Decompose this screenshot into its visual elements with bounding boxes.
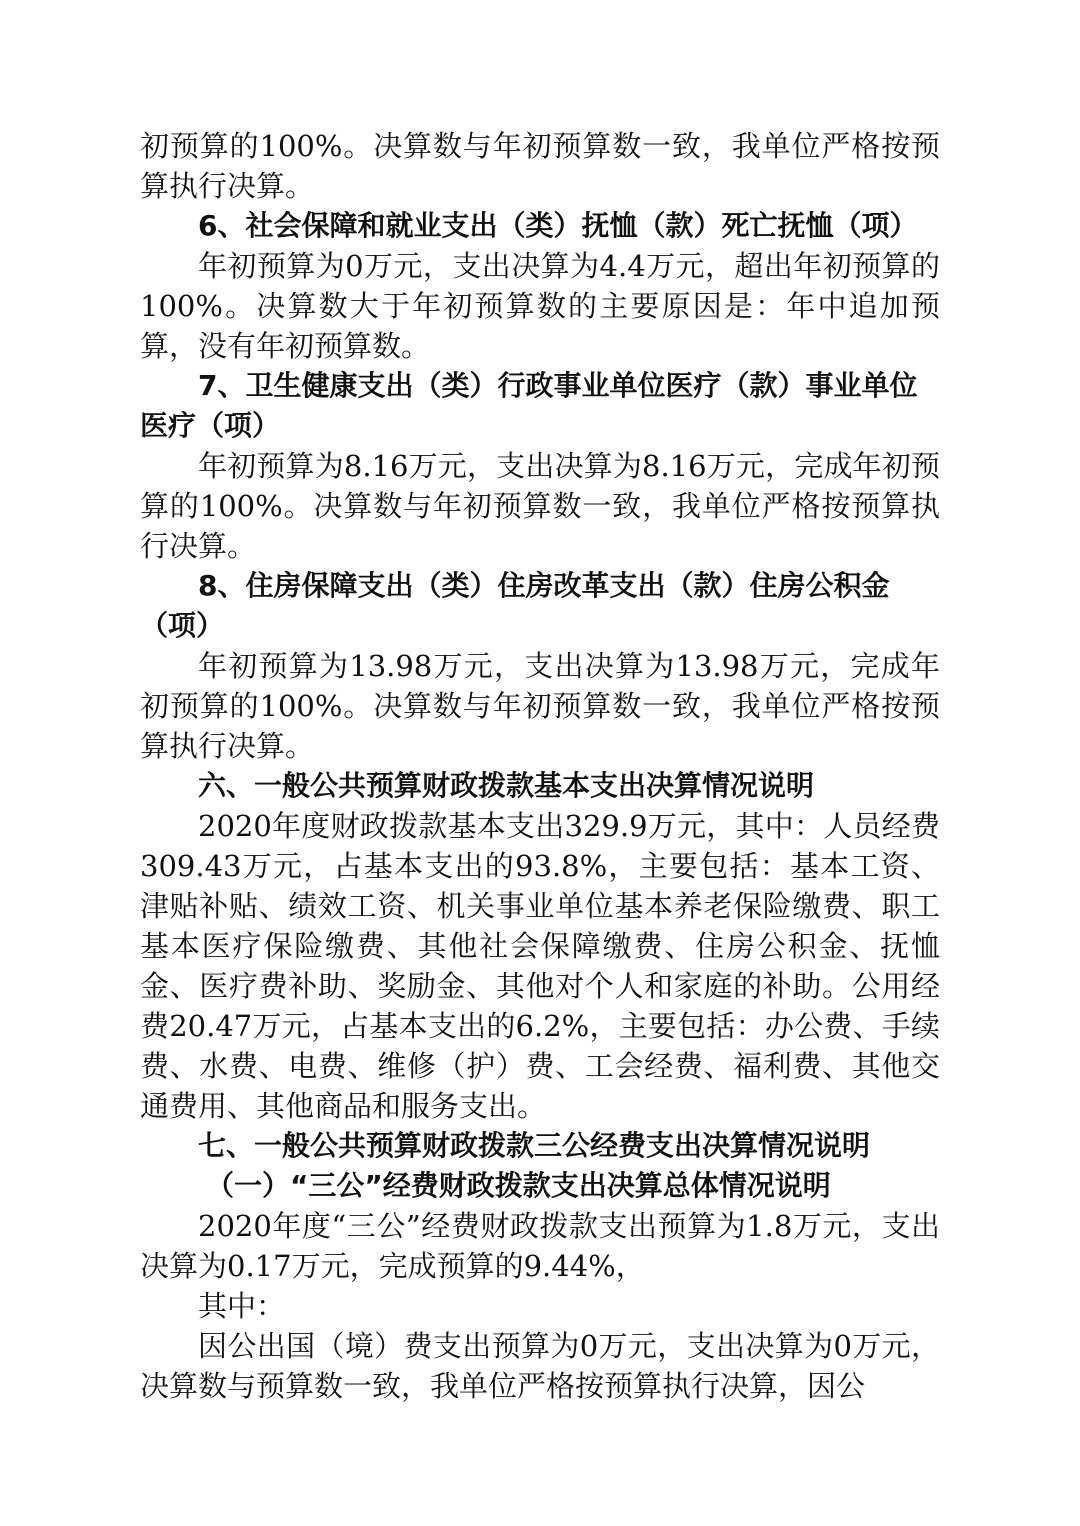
paragraph-8: 年初预算为13.98万元，支出决算为13.98万元，完成年初预算的100%。决算数与年初预算数一致，我单位严格按预算执行决算。 [140, 649, 940, 763]
chapter-heading-three-public: 七、一般公共预算财政拨款三公经费支出决算情况说明 [198, 1129, 871, 1162]
section-heading-7: 7、卫生健康支出（类）行政事业单位医疗（款）事业单位医疗（项） [140, 369, 918, 442]
paragraph-6: 年初预算为0万元，支出决算为4.4万元，超出年初预算的100%。决算数大于年初预算数的主要原因是：年中追加预算，没有年初预算数。 [140, 249, 940, 363]
paragraph-three-public-overall: 2020年度“三公”经费财政拨款支出预算为1.8万元，支出决算为0.17万元，完成预算的9.44%， [140, 1209, 940, 1283]
paragraph-7: 年初预算为8.16万元，支出决算为8.16万元，完成年初预算的100%。决算数与年初预算数一致，我单位严格按预算执行决算。 [140, 449, 940, 563]
paragraph-basic-expenditure: 2020年度财政拨款基本支出329.9万元，其中：人员经费309.43万元，占基本支出的93.8%，主要包括：基本工资、津贴补贴、绩效工资、机关事业单位基本养老保险缴费、职工基本医疗保险缴费、其他社会保障缴费、住房公积金、抚恤金、医疗费补助、奖励金、其他对个人和家庭的补助。公用经费20.47万元，占基本支出的6.2%，主要包括：办公费、手续费、水费、电费、维修（护）费、工会经费、福利费、其他交通费用、其他商品和服务支出。 [140, 809, 940, 1123]
subheading-three-public-overall: （一）“三公”经费财政拨款支出决算总体情况说明 [206, 1169, 831, 1202]
section-heading-8: 8、住房保障支出（类）住房改革支出（款）住房公积金（项） [140, 569, 890, 642]
section-heading-6: 6、社会保障和就业支出（类）抚恤（款）死亡抚恤（项） [198, 209, 918, 242]
paragraph-among-which: 其中： [198, 1289, 286, 1323]
chapter-heading-basic-expenditure: 六、一般公共预算财政拨款基本支出决算情况说明 [198, 769, 815, 802]
paragraph-continued: 初预算的100%。决算数与年初预算数一致，我单位严格按预算执行决算。 [140, 129, 940, 203]
document-body [140, 126, 940, 1406]
paragraph-overseas-travel: 因公出国（境）费支出预算为0万元，支出决算为0万元，决算数与预算数一致，我单位严格按预算执行决算，因公 [140, 1329, 940, 1403]
